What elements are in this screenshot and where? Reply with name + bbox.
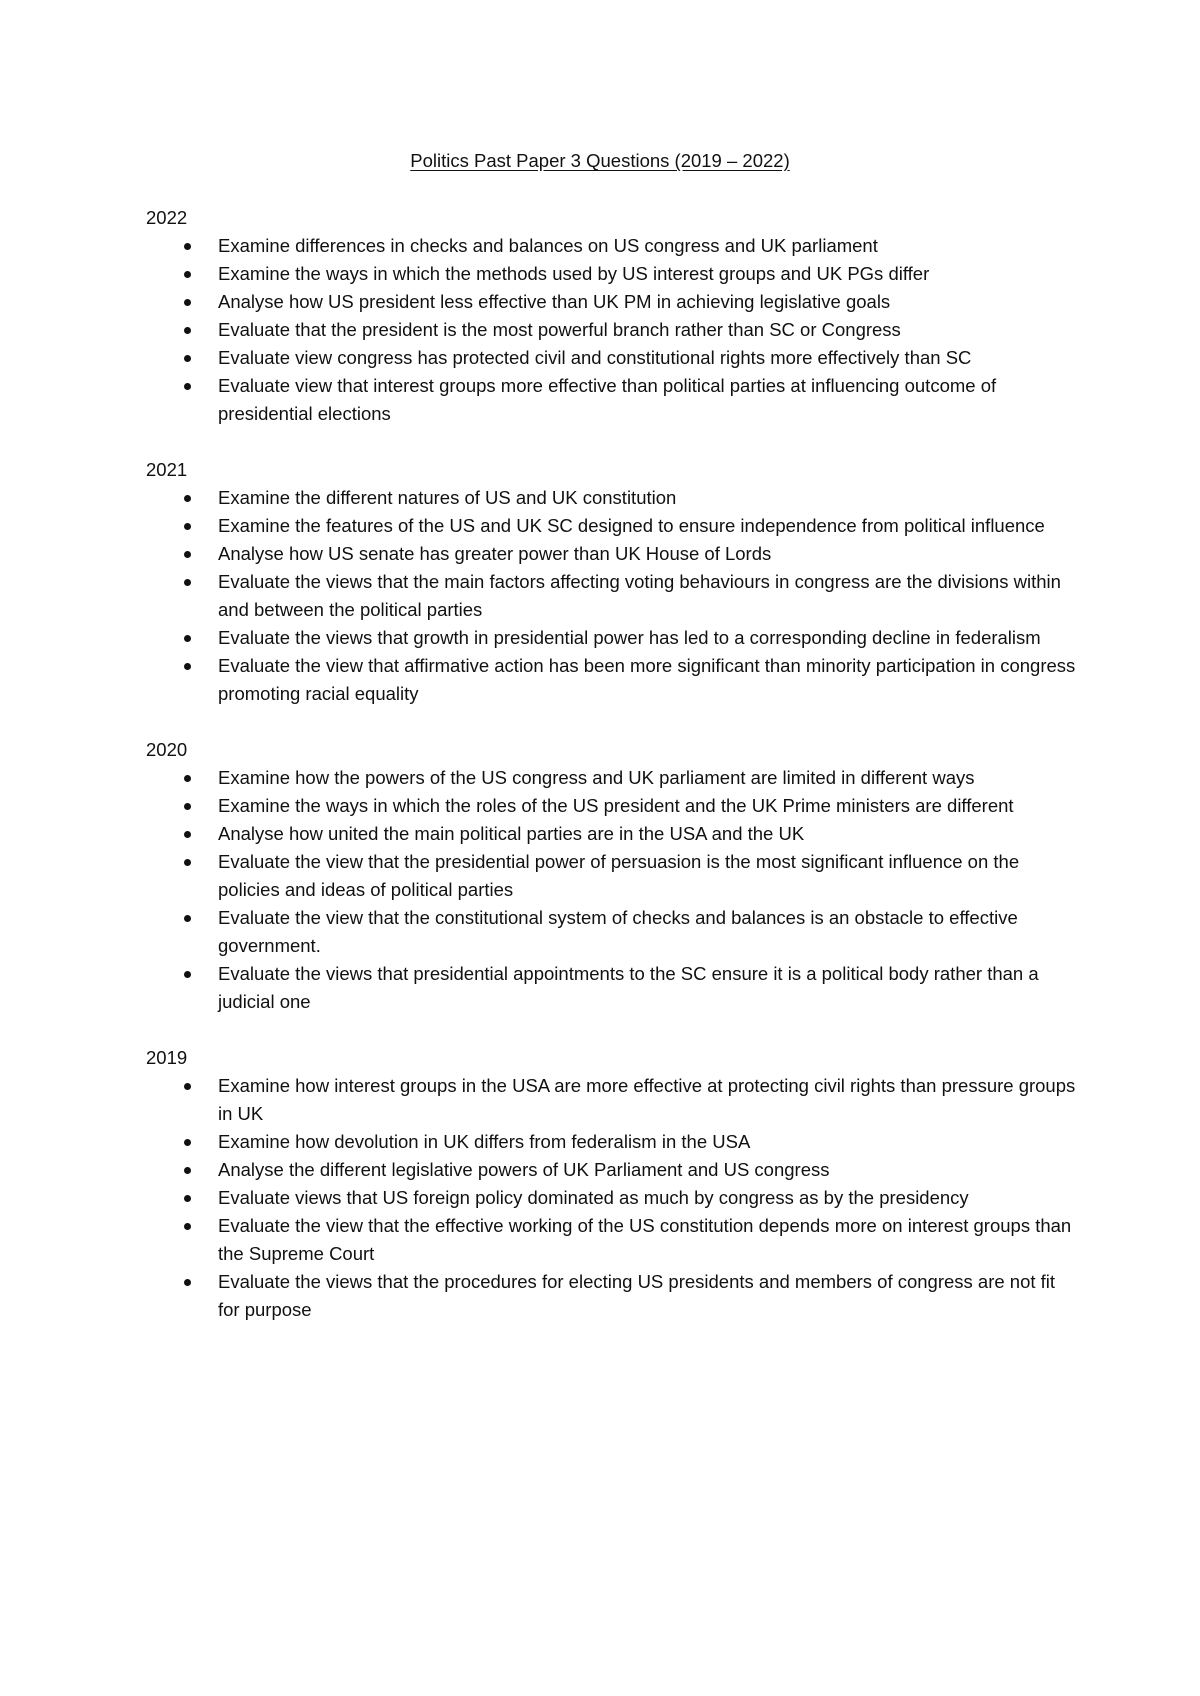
document-title: Politics Past Paper 3 Questions (2019 – 2022) [410,150,790,171]
list-item [146,288,1076,316]
question-text: Examine the ways in which the roles of the US president and the UK Prime ministers are different [218,795,1014,816]
list-item [146,232,1076,260]
bullet-icon [184,859,191,866]
question-text: Evaluate that the president is the most powerful branch rather than SC or Congress [218,319,901,340]
list-item [146,1156,1076,1184]
bullet-icon [184,523,191,530]
bullet-icon [184,579,191,586]
bullet-icon [184,1139,191,1146]
question-list [146,484,1076,708]
bullet-icon [184,775,191,782]
question-text: Examine the features of the US and UK SC designed to ensure independence from political influence [218,515,1045,536]
list-item [146,960,1076,1016]
bullet-icon [184,635,191,642]
bullet-icon [184,915,191,922]
bullet-icon [184,383,191,390]
section-2022 [146,204,1076,428]
question-text: Evaluate views that US foreign policy dominated as much by congress as by the presidency [218,1187,969,1208]
bullet-icon [184,1083,191,1090]
bullet-icon [184,1279,191,1286]
bullet-icon [184,803,191,810]
bullet-icon [184,271,191,278]
bullet-icon [184,495,191,502]
list-item [146,540,1076,568]
list-item [146,568,1076,624]
bullet-icon [184,551,191,558]
question-text: Examine differences in checks and balances on US congress and UK parliament [218,235,878,256]
bullet-icon [184,299,191,306]
list-item [146,904,1076,960]
list-item [146,848,1076,904]
section-2019 [146,1044,1076,1324]
bullet-icon [184,971,191,978]
question-text: Evaluate the view that the presidential power of persuasion is the most significant influence on the policies and ideas of political parties [218,851,1020,900]
section-2020 [146,736,1076,1016]
question-text: Examine how the powers of the US congress and UK parliament are limited in different ways [218,767,975,788]
question-text: Analyse how US senate has greater power than UK House of Lords [218,543,772,564]
year-heading: 2020 [146,739,188,760]
question-text: Analyse how united the main political parties are in the USA and the UK [218,823,805,844]
question-list [146,232,1076,428]
question-text: Evaluate the views that the main factors affecting voting behaviours in congress are the divisions within and between the political parties [218,571,1061,620]
document-content [146,204,1076,1352]
list-item [146,1212,1076,1268]
bullet-icon [184,243,191,250]
bullet-icon [184,1195,191,1202]
list-item [146,512,1076,540]
bullet-icon [184,663,191,670]
question-text: Evaluate view that interest groups more effective than political parties at influencing outcome of presidential elections [218,375,997,424]
question-text: Evaluate the view that affirmative action has been more significant than minority participation in congress promoting racial equality [218,655,1076,704]
question-text: Examine the different natures of US and UK constitution [218,487,677,508]
list-item [146,1128,1076,1156]
question-text: Evaluate the views that the procedures for electing US presidents and members of congress are not fit for purpose [218,1271,1056,1320]
question-text: Examine the ways in which the methods used by US interest groups and UK PGs differ [218,263,930,284]
list-item [146,344,1076,372]
list-item [146,820,1076,848]
bullet-icon [184,327,191,334]
bullet-icon [184,1167,191,1174]
year-heading: 2022 [146,207,188,228]
question-text: Evaluate view congress has protected civil and constitutional rights more effectively than SC [218,347,972,368]
question-text: Evaluate the views that presidential appointments to the SC ensure it is a political body rather than a judicial one [218,963,1039,1012]
question-text: Evaluate the view that the effective working of the US constitution depends more on interest groups than the Supreme Court [218,1215,1072,1264]
list-item [146,372,1076,428]
question-list [146,764,1076,1016]
question-text: Examine how interest groups in the USA are more effective at protecting civil rights than pressure groups in UK [218,1075,1076,1124]
question-list [146,1072,1076,1324]
list-item [146,316,1076,344]
list-item [146,1268,1076,1324]
section-2021 [146,456,1076,708]
list-item [146,1184,1076,1212]
list-item [146,764,1076,792]
list-item [146,624,1076,652]
list-item [146,484,1076,512]
list-item [146,1072,1076,1128]
question-text: Evaluate the views that growth in presidential power has led to a corresponding decline in federalism [218,627,1041,648]
question-text: Examine how devolution in UK differs from federalism in the USA [218,1131,751,1152]
list-item [146,792,1076,820]
bullet-icon [184,831,191,838]
question-text: Analyse the different legislative powers of UK Parliament and US congress [218,1159,830,1180]
bullet-icon [184,355,191,362]
list-item [146,652,1076,708]
question-text: Evaluate the view that the constitutional system of checks and balances is an obstacle to effective government. [218,907,1018,956]
bullet-icon [184,1223,191,1230]
year-heading: 2021 [146,459,188,480]
list-item [146,260,1076,288]
year-heading: 2019 [146,1047,188,1068]
question-text: Analyse how US president less effective than UK PM in achieving legislative goals [218,291,891,312]
